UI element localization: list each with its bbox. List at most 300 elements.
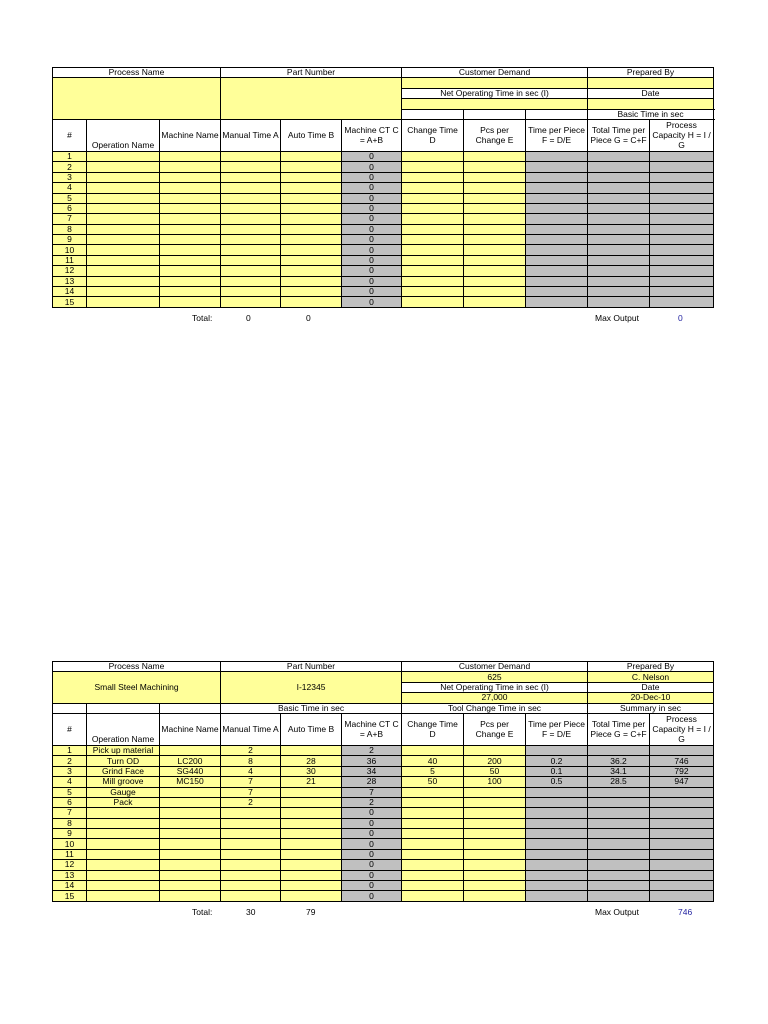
change-time-cell[interactable]: 50 bbox=[402, 777, 464, 787]
time-per-piece-cell bbox=[526, 287, 588, 297]
machine-ct-cell: 0 bbox=[342, 162, 402, 172]
manual-time-cell[interactable] bbox=[221, 891, 281, 901]
row-number-cell: 6 bbox=[53, 797, 87, 807]
auto-time-cell[interactable] bbox=[281, 276, 342, 286]
manual-time-cell[interactable] bbox=[221, 860, 281, 870]
row-number-cell: 10 bbox=[53, 839, 87, 849]
pcs-per-change-cell[interactable] bbox=[464, 808, 526, 818]
col-header-time-per-piece: Time per Piece F = D/E bbox=[526, 713, 588, 745]
operation-name-cell[interactable] bbox=[87, 881, 160, 891]
machine-ct-cell: 0 bbox=[342, 891, 402, 901]
capacity-sheet-example bbox=[52, 661, 713, 923]
machine-name-cell[interactable] bbox=[160, 797, 221, 807]
max-output-label: Max Output bbox=[595, 906, 639, 917]
pcs-per-change-cell[interactable] bbox=[464, 235, 526, 245]
machine-ct-cell: 0 bbox=[342, 860, 402, 870]
manual-time-cell[interactable] bbox=[221, 818, 281, 828]
machine-ct-cell: 0 bbox=[342, 287, 402, 297]
auto-time-cell[interactable] bbox=[281, 881, 342, 891]
manual-time-cell[interactable] bbox=[221, 235, 281, 245]
auto-time-cell[interactable] bbox=[281, 787, 342, 797]
table-row bbox=[53, 745, 714, 755]
change-time-cell[interactable] bbox=[402, 797, 464, 807]
manual-time-cell[interactable] bbox=[221, 829, 281, 839]
manual-time-cell[interactable] bbox=[221, 881, 281, 891]
pcs-per-change-cell[interactable] bbox=[464, 860, 526, 870]
change-time-cell[interactable] bbox=[402, 808, 464, 818]
pcs-per-change-cell[interactable] bbox=[464, 870, 526, 880]
auto-time-cell[interactable] bbox=[281, 818, 342, 828]
change-time-cell[interactable] bbox=[402, 266, 464, 276]
auto-time-cell[interactable] bbox=[281, 255, 342, 265]
machine-name-cell[interactable] bbox=[160, 870, 221, 880]
process-name-value[interactable] bbox=[53, 78, 221, 120]
machine-name-cell[interactable]: SG440 bbox=[160, 766, 221, 776]
net-operating-time-label: Net Operating Time in sec (I) bbox=[402, 88, 588, 98]
pcs-per-change-cell[interactable] bbox=[464, 839, 526, 849]
change-time-cell[interactable] bbox=[402, 276, 464, 286]
pcs-per-change-cell[interactable] bbox=[464, 245, 526, 255]
operation-name-cell[interactable] bbox=[87, 203, 160, 213]
auto-time-cell[interactable] bbox=[281, 172, 342, 182]
pcs-per-change-cell[interactable] bbox=[464, 787, 526, 797]
table-row bbox=[53, 808, 714, 818]
prepared-by-label: Prepared By bbox=[588, 662, 714, 672]
part-number-value[interactable] bbox=[221, 78, 402, 120]
machine-ct-cell: 0 bbox=[342, 881, 402, 891]
row-number-cell: 8 bbox=[53, 224, 87, 234]
operation-name-cell[interactable]: Pick up material bbox=[87, 745, 160, 755]
operation-name-cell[interactable] bbox=[87, 266, 160, 276]
machine-ct-cell: 0 bbox=[342, 870, 402, 880]
time-per-piece-cell bbox=[526, 214, 588, 224]
time-per-piece-cell bbox=[526, 849, 588, 859]
pcs-per-change-cell[interactable]: 200 bbox=[464, 756, 526, 766]
total-time-cell bbox=[588, 808, 650, 818]
col-header-process-capacity: Process Capacity H = I / G bbox=[650, 119, 714, 151]
pcs-per-change-cell[interactable] bbox=[464, 255, 526, 265]
machine-name-cell[interactable] bbox=[160, 891, 221, 901]
row-number-cell: 13 bbox=[53, 276, 87, 286]
pcs-per-change-cell[interactable] bbox=[464, 849, 526, 859]
date-label: Date bbox=[588, 682, 714, 692]
operation-name-cell[interactable] bbox=[87, 224, 160, 234]
manual-time-cell[interactable]: 7 bbox=[221, 777, 281, 787]
auto-time-cell[interactable] bbox=[281, 245, 342, 255]
manual-time-cell[interactable] bbox=[221, 151, 281, 161]
machine-ct-cell: 0 bbox=[342, 297, 402, 307]
change-time-cell[interactable] bbox=[402, 172, 464, 182]
manual-time-cell[interactable] bbox=[221, 162, 281, 172]
manual-time-cell[interactable]: 7 bbox=[221, 787, 281, 797]
operation-name-cell[interactable]: Pack bbox=[87, 797, 160, 807]
row-number-cell: 6 bbox=[53, 203, 87, 213]
net-operating-time-value[interactable] bbox=[402, 99, 588, 109]
row-number-cell: 7 bbox=[53, 808, 87, 818]
machine-name-cell[interactable] bbox=[160, 745, 221, 755]
machine-ct-cell: 2 bbox=[342, 745, 402, 755]
col-header-machine: Machine Name bbox=[160, 713, 221, 745]
change-time-cell[interactable] bbox=[402, 860, 464, 870]
total-time-cell bbox=[588, 745, 650, 755]
operation-name-cell[interactable] bbox=[87, 235, 160, 245]
manual-time-cell[interactable] bbox=[221, 276, 281, 286]
operation-name-cell[interactable] bbox=[87, 172, 160, 182]
machine-ct-cell: 0 bbox=[342, 203, 402, 213]
auto-time-cell[interactable] bbox=[281, 183, 342, 193]
time-per-piece-cell bbox=[526, 162, 588, 172]
date-value[interactable] bbox=[588, 99, 714, 109]
total-time-cell bbox=[588, 276, 650, 286]
machine-name-cell[interactable] bbox=[160, 881, 221, 891]
operation-name-cell[interactable]: Gauge bbox=[87, 787, 160, 797]
auto-time-cell[interactable]: 30 bbox=[281, 766, 342, 776]
pcs-per-change-cell[interactable] bbox=[464, 224, 526, 234]
manual-time-cell[interactable] bbox=[221, 183, 281, 193]
change-time-cell[interactable] bbox=[402, 183, 464, 193]
pcs-per-change-cell[interactable] bbox=[464, 193, 526, 203]
process-capacity-cell bbox=[650, 224, 714, 234]
process-capacity-cell bbox=[650, 151, 714, 161]
row-number-cell: 1 bbox=[53, 745, 87, 755]
manual-time-cell[interactable]: 4 bbox=[221, 766, 281, 776]
change-time-cell[interactable] bbox=[402, 235, 464, 245]
total-auto-time: 79 bbox=[306, 906, 316, 917]
auto-time-cell[interactable] bbox=[281, 151, 342, 161]
operation-name-cell[interactable] bbox=[87, 255, 160, 265]
total-manual-time: 0 bbox=[246, 312, 251, 323]
machine-name-cell[interactable] bbox=[160, 808, 221, 818]
total-time-cell: 28.5 bbox=[588, 777, 650, 787]
operation-name-cell[interactable] bbox=[87, 287, 160, 297]
machine-ct-cell: 34 bbox=[342, 766, 402, 776]
change-time-cell[interactable]: 5 bbox=[402, 766, 464, 776]
time-per-piece-cell bbox=[526, 818, 588, 828]
net-operating-time-value[interactable]: 27,000 bbox=[402, 693, 588, 703]
pcs-per-change-cell[interactable] bbox=[464, 818, 526, 828]
pcs-per-change-cell[interactable]: 50 bbox=[464, 766, 526, 776]
total-time-cell bbox=[588, 297, 650, 307]
change-time-cell[interactable] bbox=[402, 245, 464, 255]
total-time-cell bbox=[588, 787, 650, 797]
operation-name-cell[interactable] bbox=[87, 860, 160, 870]
manual-time-cell[interactable] bbox=[221, 245, 281, 255]
change-time-cell[interactable] bbox=[402, 849, 464, 859]
machine-name-cell[interactable] bbox=[160, 849, 221, 859]
auto-time-cell[interactable] bbox=[281, 162, 342, 172]
operation-name-cell[interactable] bbox=[87, 162, 160, 172]
manual-time-cell[interactable] bbox=[221, 849, 281, 859]
time-per-piece-cell bbox=[526, 891, 588, 901]
change-time-cell[interactable]: 40 bbox=[402, 756, 464, 766]
change-time-cell[interactable] bbox=[402, 203, 464, 213]
process-name-label: Process Name bbox=[53, 662, 221, 672]
manual-time-cell[interactable] bbox=[221, 193, 281, 203]
machine-name-cell[interactable] bbox=[160, 183, 221, 193]
operation-name-cell[interactable] bbox=[87, 245, 160, 255]
change-time-cell[interactable] bbox=[402, 829, 464, 839]
auto-time-cell[interactable] bbox=[281, 203, 342, 213]
process-capacity-cell bbox=[650, 849, 714, 859]
col-header-total-time: Total Time per Piece G = C+F bbox=[588, 119, 650, 151]
manual-time-cell[interactable] bbox=[221, 172, 281, 182]
total-time-cell: 34.1 bbox=[588, 766, 650, 776]
machine-ct-cell: 0 bbox=[342, 245, 402, 255]
row-number-cell: 2 bbox=[53, 756, 87, 766]
change-time-cell[interactable] bbox=[402, 839, 464, 849]
machine-name-cell[interactable] bbox=[160, 172, 221, 182]
operation-name-cell[interactable] bbox=[87, 151, 160, 161]
manual-time-cell[interactable]: 2 bbox=[221, 745, 281, 755]
operation-name-cell[interactable] bbox=[87, 891, 160, 901]
change-time-cell[interactable] bbox=[402, 787, 464, 797]
customer-demand-value[interactable]: 625 bbox=[402, 672, 588, 682]
pcs-per-change-cell[interactable] bbox=[464, 214, 526, 224]
machine-name-cell[interactable] bbox=[160, 818, 221, 828]
col-header-manual: Manual Time A bbox=[221, 713, 281, 745]
change-time-cell[interactable] bbox=[402, 297, 464, 307]
auto-time-cell[interactable] bbox=[281, 829, 342, 839]
operation-name-cell[interactable]: Turn OD bbox=[87, 756, 160, 766]
operation-name-cell[interactable] bbox=[87, 193, 160, 203]
row-number-cell: 12 bbox=[53, 860, 87, 870]
table-row bbox=[53, 881, 714, 891]
total-time-cell bbox=[588, 287, 650, 297]
row-number-cell: 14 bbox=[53, 881, 87, 891]
machine-name-cell[interactable] bbox=[160, 839, 221, 849]
total-time-cell bbox=[588, 162, 650, 172]
pcs-per-change-cell[interactable] bbox=[464, 162, 526, 172]
customer-demand-value[interactable] bbox=[402, 78, 588, 88]
auto-time-cell[interactable]: 21 bbox=[281, 777, 342, 787]
total-time-cell bbox=[588, 839, 650, 849]
operation-name-cell[interactable] bbox=[87, 870, 160, 880]
total-time-cell bbox=[588, 172, 650, 182]
col-header-auto: Auto Time B bbox=[281, 119, 342, 151]
col-header-total-time: Total Time per Piece G = C+F bbox=[588, 713, 650, 745]
table-row bbox=[53, 829, 714, 839]
operation-name-cell[interactable] bbox=[87, 276, 160, 286]
auto-time-cell[interactable] bbox=[281, 860, 342, 870]
pcs-per-change-cell[interactable] bbox=[464, 797, 526, 807]
operation-name-cell[interactable]: Mill groove bbox=[87, 777, 160, 787]
process-capacity-cell bbox=[650, 162, 714, 172]
machine-name-cell[interactable] bbox=[160, 162, 221, 172]
row-number-cell: 7 bbox=[53, 214, 87, 224]
machine-name-cell[interactable]: LC200 bbox=[160, 756, 221, 766]
change-time-cell[interactable] bbox=[402, 193, 464, 203]
table-row bbox=[53, 287, 714, 297]
change-time-cell[interactable] bbox=[402, 818, 464, 828]
pcs-per-change-cell[interactable] bbox=[464, 829, 526, 839]
prepared-by-value[interactable] bbox=[588, 78, 714, 88]
process-name-value[interactable]: Small Steel Machining bbox=[53, 672, 221, 703]
change-time-cell[interactable] bbox=[402, 870, 464, 880]
process-capacity-cell bbox=[650, 745, 714, 755]
manual-time-cell[interactable] bbox=[221, 266, 281, 276]
part-number-value[interactable]: I-12345 bbox=[221, 672, 402, 703]
row-number-cell: 10 bbox=[53, 245, 87, 255]
process-capacity-cell: 792 bbox=[650, 766, 714, 776]
change-time-cell[interactable] bbox=[402, 891, 464, 901]
auto-time-cell[interactable] bbox=[281, 745, 342, 755]
auto-time-cell[interactable] bbox=[281, 266, 342, 276]
machine-name-cell[interactable] bbox=[160, 193, 221, 203]
process-capacity-cell bbox=[650, 860, 714, 870]
table-row bbox=[53, 151, 714, 161]
table-row bbox=[53, 183, 714, 193]
operation-name-cell[interactable] bbox=[87, 297, 160, 307]
basic-time-group-label: Basic Time in sec bbox=[588, 109, 714, 119]
machine-name-cell[interactable] bbox=[160, 829, 221, 839]
total-time-cell bbox=[588, 245, 650, 255]
machine-name-cell[interactable] bbox=[160, 287, 221, 297]
change-time-cell[interactable] bbox=[402, 287, 464, 297]
machine-name-cell[interactable] bbox=[160, 224, 221, 234]
operation-name-cell[interactable] bbox=[87, 808, 160, 818]
change-time-cell[interactable] bbox=[402, 881, 464, 891]
row-number-cell: 9 bbox=[53, 829, 87, 839]
manual-time-cell[interactable] bbox=[221, 255, 281, 265]
totals-row bbox=[52, 907, 713, 923]
machine-name-cell[interactable] bbox=[160, 255, 221, 265]
machine-ct-cell: 0 bbox=[342, 266, 402, 276]
machine-ct-cell: 2 bbox=[342, 797, 402, 807]
manual-time-cell[interactable] bbox=[221, 287, 281, 297]
part-number-label: Part Number bbox=[221, 68, 402, 78]
prepared-by-value[interactable]: C. Nelson bbox=[588, 672, 714, 682]
manual-time-cell[interactable] bbox=[221, 224, 281, 234]
auto-time-cell[interactable] bbox=[281, 849, 342, 859]
manual-time-cell[interactable]: 8 bbox=[221, 756, 281, 766]
time-per-piece-cell bbox=[526, 235, 588, 245]
row-number-cell: 12 bbox=[53, 266, 87, 276]
auto-time-cell[interactable]: 28 bbox=[281, 756, 342, 766]
operation-name-cell[interactable]: Grind Face bbox=[87, 766, 160, 776]
machine-ct-cell: 0 bbox=[342, 839, 402, 849]
pcs-per-change-cell[interactable] bbox=[464, 891, 526, 901]
pcs-per-change-cell[interactable] bbox=[464, 151, 526, 161]
pcs-per-change-cell[interactable] bbox=[464, 266, 526, 276]
pcs-per-change-cell[interactable] bbox=[464, 203, 526, 213]
machine-name-cell[interactable] bbox=[160, 787, 221, 797]
pcs-per-change-cell[interactable] bbox=[464, 287, 526, 297]
change-time-cell[interactable] bbox=[402, 214, 464, 224]
machine-name-cell[interactable]: MC150 bbox=[160, 777, 221, 787]
row-number-cell: 4 bbox=[53, 777, 87, 787]
manual-time-cell[interactable] bbox=[221, 297, 281, 307]
auto-time-cell[interactable] bbox=[281, 193, 342, 203]
row-number-cell: 15 bbox=[53, 891, 87, 901]
total-time-cell bbox=[588, 183, 650, 193]
auto-time-cell[interactable] bbox=[281, 870, 342, 880]
operation-name-cell[interactable] bbox=[87, 183, 160, 193]
time-per-piece-cell bbox=[526, 745, 588, 755]
auto-time-cell[interactable] bbox=[281, 287, 342, 297]
tool-change-group-label: Tool Change Time in sec bbox=[402, 703, 588, 713]
manual-time-cell[interactable]: 2 bbox=[221, 797, 281, 807]
manual-time-cell[interactable] bbox=[221, 870, 281, 880]
auto-time-cell[interactable] bbox=[281, 214, 342, 224]
process-capacity-cell bbox=[650, 245, 714, 255]
machine-name-cell[interactable] bbox=[160, 151, 221, 161]
change-time-cell[interactable] bbox=[402, 224, 464, 234]
auto-time-cell[interactable] bbox=[281, 797, 342, 807]
pcs-per-change-cell[interactable] bbox=[464, 183, 526, 193]
operation-name-cell[interactable] bbox=[87, 829, 160, 839]
manual-time-cell[interactable] bbox=[221, 808, 281, 818]
machine-name-cell[interactable] bbox=[160, 860, 221, 870]
row-number-cell: 11 bbox=[53, 255, 87, 265]
machine-name-cell[interactable] bbox=[160, 245, 221, 255]
pcs-per-change-cell[interactable] bbox=[464, 276, 526, 286]
machine-name-cell[interactable] bbox=[160, 297, 221, 307]
total-time-cell: 36.2 bbox=[588, 756, 650, 766]
process-capacity-cell bbox=[650, 276, 714, 286]
total-time-cell bbox=[588, 151, 650, 161]
machine-name-cell[interactable] bbox=[160, 214, 221, 224]
machine-ct-cell: 0 bbox=[342, 224, 402, 234]
pcs-per-change-cell[interactable] bbox=[464, 881, 526, 891]
change-time-cell[interactable] bbox=[402, 162, 464, 172]
machine-ct-cell: 0 bbox=[342, 255, 402, 265]
total-time-cell bbox=[588, 235, 650, 245]
auto-time-cell[interactable] bbox=[281, 808, 342, 818]
auto-time-cell[interactable] bbox=[281, 891, 342, 901]
manual-time-cell[interactable] bbox=[221, 839, 281, 849]
change-time-cell[interactable] bbox=[402, 745, 464, 755]
manual-time-cell[interactable] bbox=[221, 214, 281, 224]
pcs-per-change-cell[interactable]: 100 bbox=[464, 777, 526, 787]
time-per-piece-cell bbox=[526, 224, 588, 234]
operation-name-cell[interactable] bbox=[87, 839, 160, 849]
operation-name-cell[interactable] bbox=[87, 214, 160, 224]
date-value[interactable]: 20-Dec-10 bbox=[588, 693, 714, 703]
process-capacity-cell bbox=[650, 183, 714, 193]
change-time-cell[interactable] bbox=[402, 151, 464, 161]
auto-time-cell[interactable] bbox=[281, 297, 342, 307]
table-row bbox=[53, 818, 714, 828]
col-header-machine-ct: Machine CT C = A+B bbox=[342, 713, 402, 745]
machine-name-cell[interactable] bbox=[160, 276, 221, 286]
pcs-per-change-cell[interactable] bbox=[464, 172, 526, 182]
machine-ct-cell: 36 bbox=[342, 756, 402, 766]
operation-name-cell[interactable] bbox=[87, 818, 160, 828]
machine-name-cell[interactable] bbox=[160, 266, 221, 276]
table-row bbox=[53, 839, 714, 849]
time-per-piece-cell bbox=[526, 193, 588, 203]
manual-time-cell[interactable] bbox=[221, 203, 281, 213]
col-header-operation: Operation Name bbox=[87, 119, 160, 151]
machine-name-cell[interactable] bbox=[160, 235, 221, 245]
total-time-cell bbox=[588, 849, 650, 859]
machine-name-cell[interactable] bbox=[160, 203, 221, 213]
auto-time-cell[interactable] bbox=[281, 235, 342, 245]
operation-name-cell[interactable] bbox=[87, 849, 160, 859]
process-capacity-cell bbox=[650, 266, 714, 276]
table-row bbox=[53, 797, 714, 807]
change-time-cell[interactable] bbox=[402, 255, 464, 265]
machine-ct-cell: 7 bbox=[342, 787, 402, 797]
auto-time-cell[interactable] bbox=[281, 839, 342, 849]
table-row bbox=[53, 214, 714, 224]
machine-ct-cell: 0 bbox=[342, 849, 402, 859]
pcs-per-change-cell[interactable] bbox=[464, 745, 526, 755]
pcs-per-change-cell[interactable] bbox=[464, 297, 526, 307]
time-per-piece-cell: 0.2 bbox=[526, 756, 588, 766]
machine-ct-cell: 0 bbox=[342, 235, 402, 245]
auto-time-cell[interactable] bbox=[281, 224, 342, 234]
